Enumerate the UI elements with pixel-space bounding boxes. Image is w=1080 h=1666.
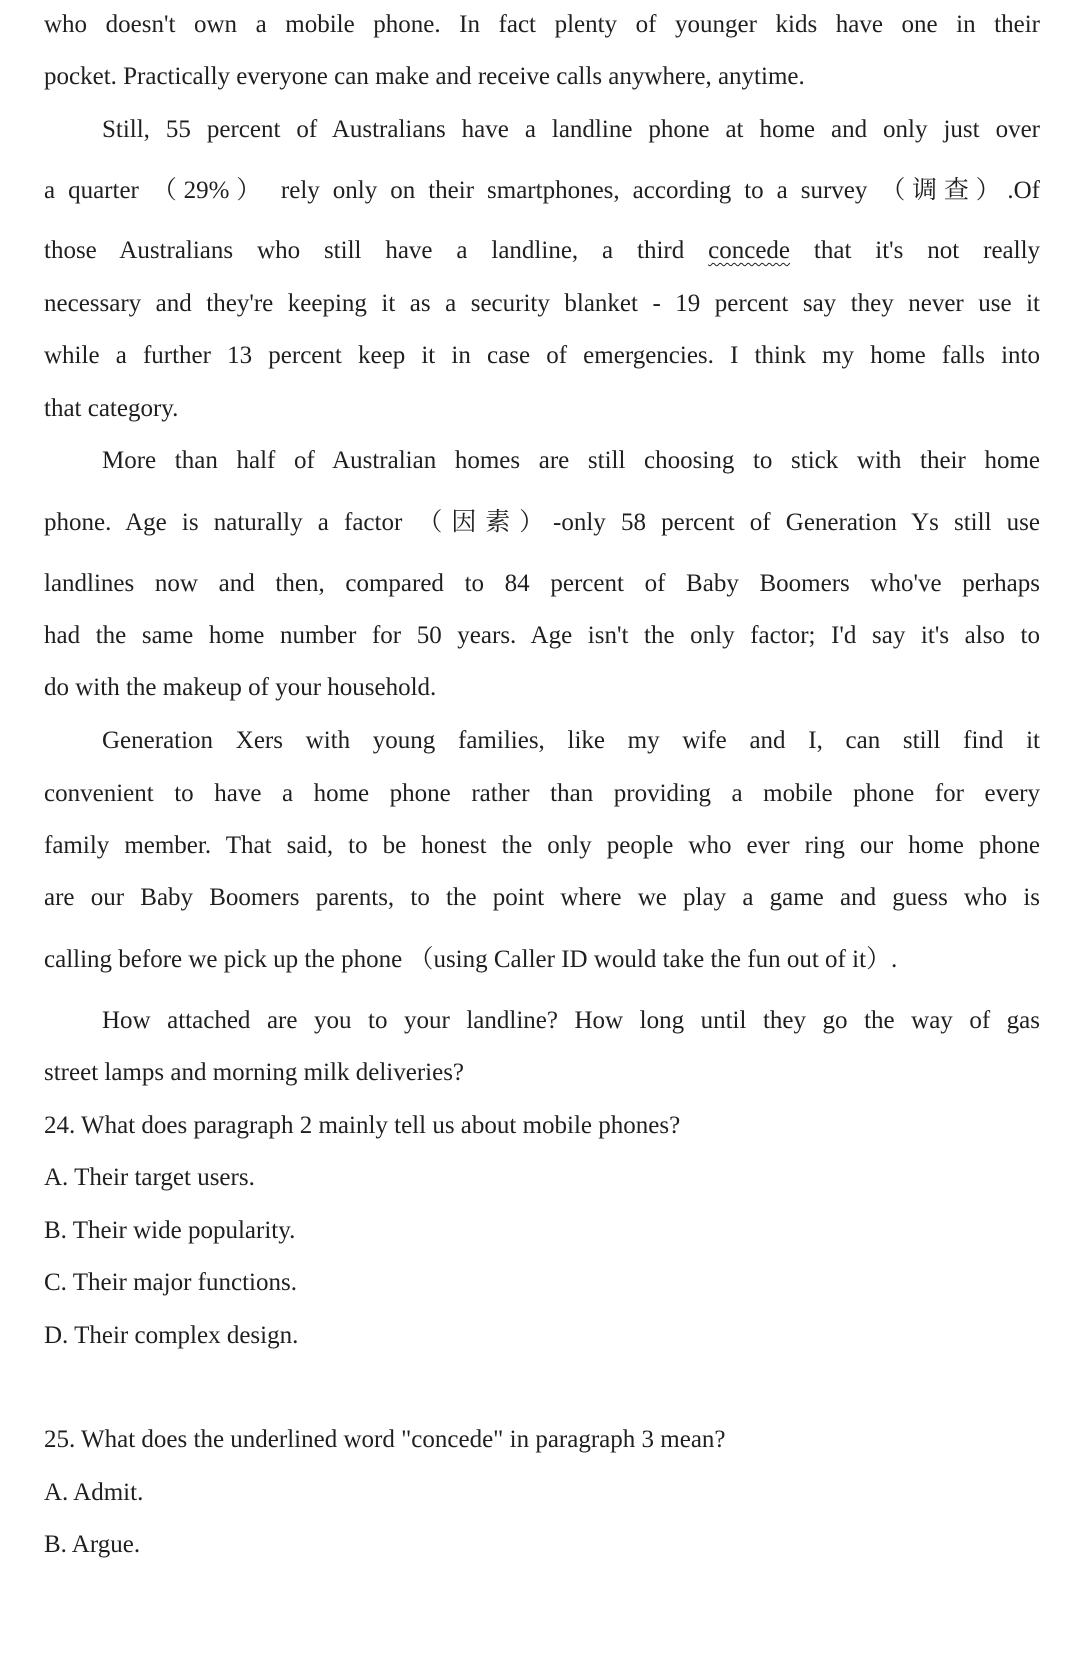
text-line: had the same home number for 50 years. Age isn't the only factor; I'd say it's also to — [44, 622, 1040, 649]
text-line: street lamps and morning milk deliveries? — [44, 1059, 465, 1086]
text-line: while a further 13 percent keep it in case of emergencies. I think my home falls into — [44, 342, 1040, 369]
question-stem: 24. What does paragraph 2 mainly tell us about mobile phones? — [44, 1112, 681, 1139]
answer-option-a[interactable]: A. Their target users. — [44, 1164, 255, 1191]
text-line: a quarter （29%） rely only on their smartphones, according to a survey （调查）.Of — [44, 177, 1040, 204]
answer-option-c[interactable]: C. Their major functions. — [44, 1269, 297, 1296]
text-line: convenient to have a home phone rather than providing a mobile phone for every — [44, 780, 1040, 807]
answer-option-d[interactable]: D. Their complex design. — [44, 1322, 299, 1349]
answer-option-a[interactable]: A. Admit. — [44, 1479, 144, 1506]
answer-option-b[interactable]: B. Their wide popularity. — [44, 1217, 296, 1244]
text-line: landlines now and then, compared to 84 percent of Baby Boomers who've perhaps — [44, 570, 1040, 597]
text-line: who doesn't own a mobile phone. In fact plenty of younger kids have one in their — [44, 11, 1040, 38]
text-line: do with the makeup of your household. — [44, 674, 437, 701]
text-line: are our Baby Boomers parents, to the point where we play a game and guess who is — [44, 884, 1040, 911]
text-line: More than half of Australian homes are still choosing to stick with their home — [102, 447, 1040, 474]
text-line: How attached are you to your landline? How long until they go the way of gas — [102, 1007, 1040, 1034]
question-stem: 25. What does the underlined word "concede" in paragraph 3 mean? — [44, 1426, 726, 1453]
text-segment: those Australians who still have a landline, a third — [44, 237, 685, 264]
text-line: that category. — [44, 395, 179, 422]
text-line: family member. That said, to be honest the only people who ever ring our home phone — [44, 832, 1040, 859]
answer-option-b[interactable]: B. Argue. — [44, 1531, 141, 1558]
text-line: calling before we pick up the phone （using Caller ID would take the fun out of it）. — [44, 946, 898, 973]
text-line: phone. Age is naturally a factor （因素）-only 58 percent of Generation Ys still use — [44, 509, 1040, 536]
text-line-with-underlined-word — [44, 236, 1040, 266]
text-line: Generation Xers with young families, like my wife and I, can still find it — [102, 727, 1040, 754]
text-line: necessary and they're keeping it as a security blanket - 19 percent say they never use it — [44, 290, 1040, 317]
text-segment: that it's not really — [813, 237, 1041, 264]
underlined-word-concede: concede — [708, 237, 791, 264]
text-line: Still, 55 percent of Australians have a landline phone at home and only just over — [102, 116, 1040, 143]
text-line: pocket. Practically everyone can make and receive calls anywhere, anytime. — [44, 63, 805, 90]
